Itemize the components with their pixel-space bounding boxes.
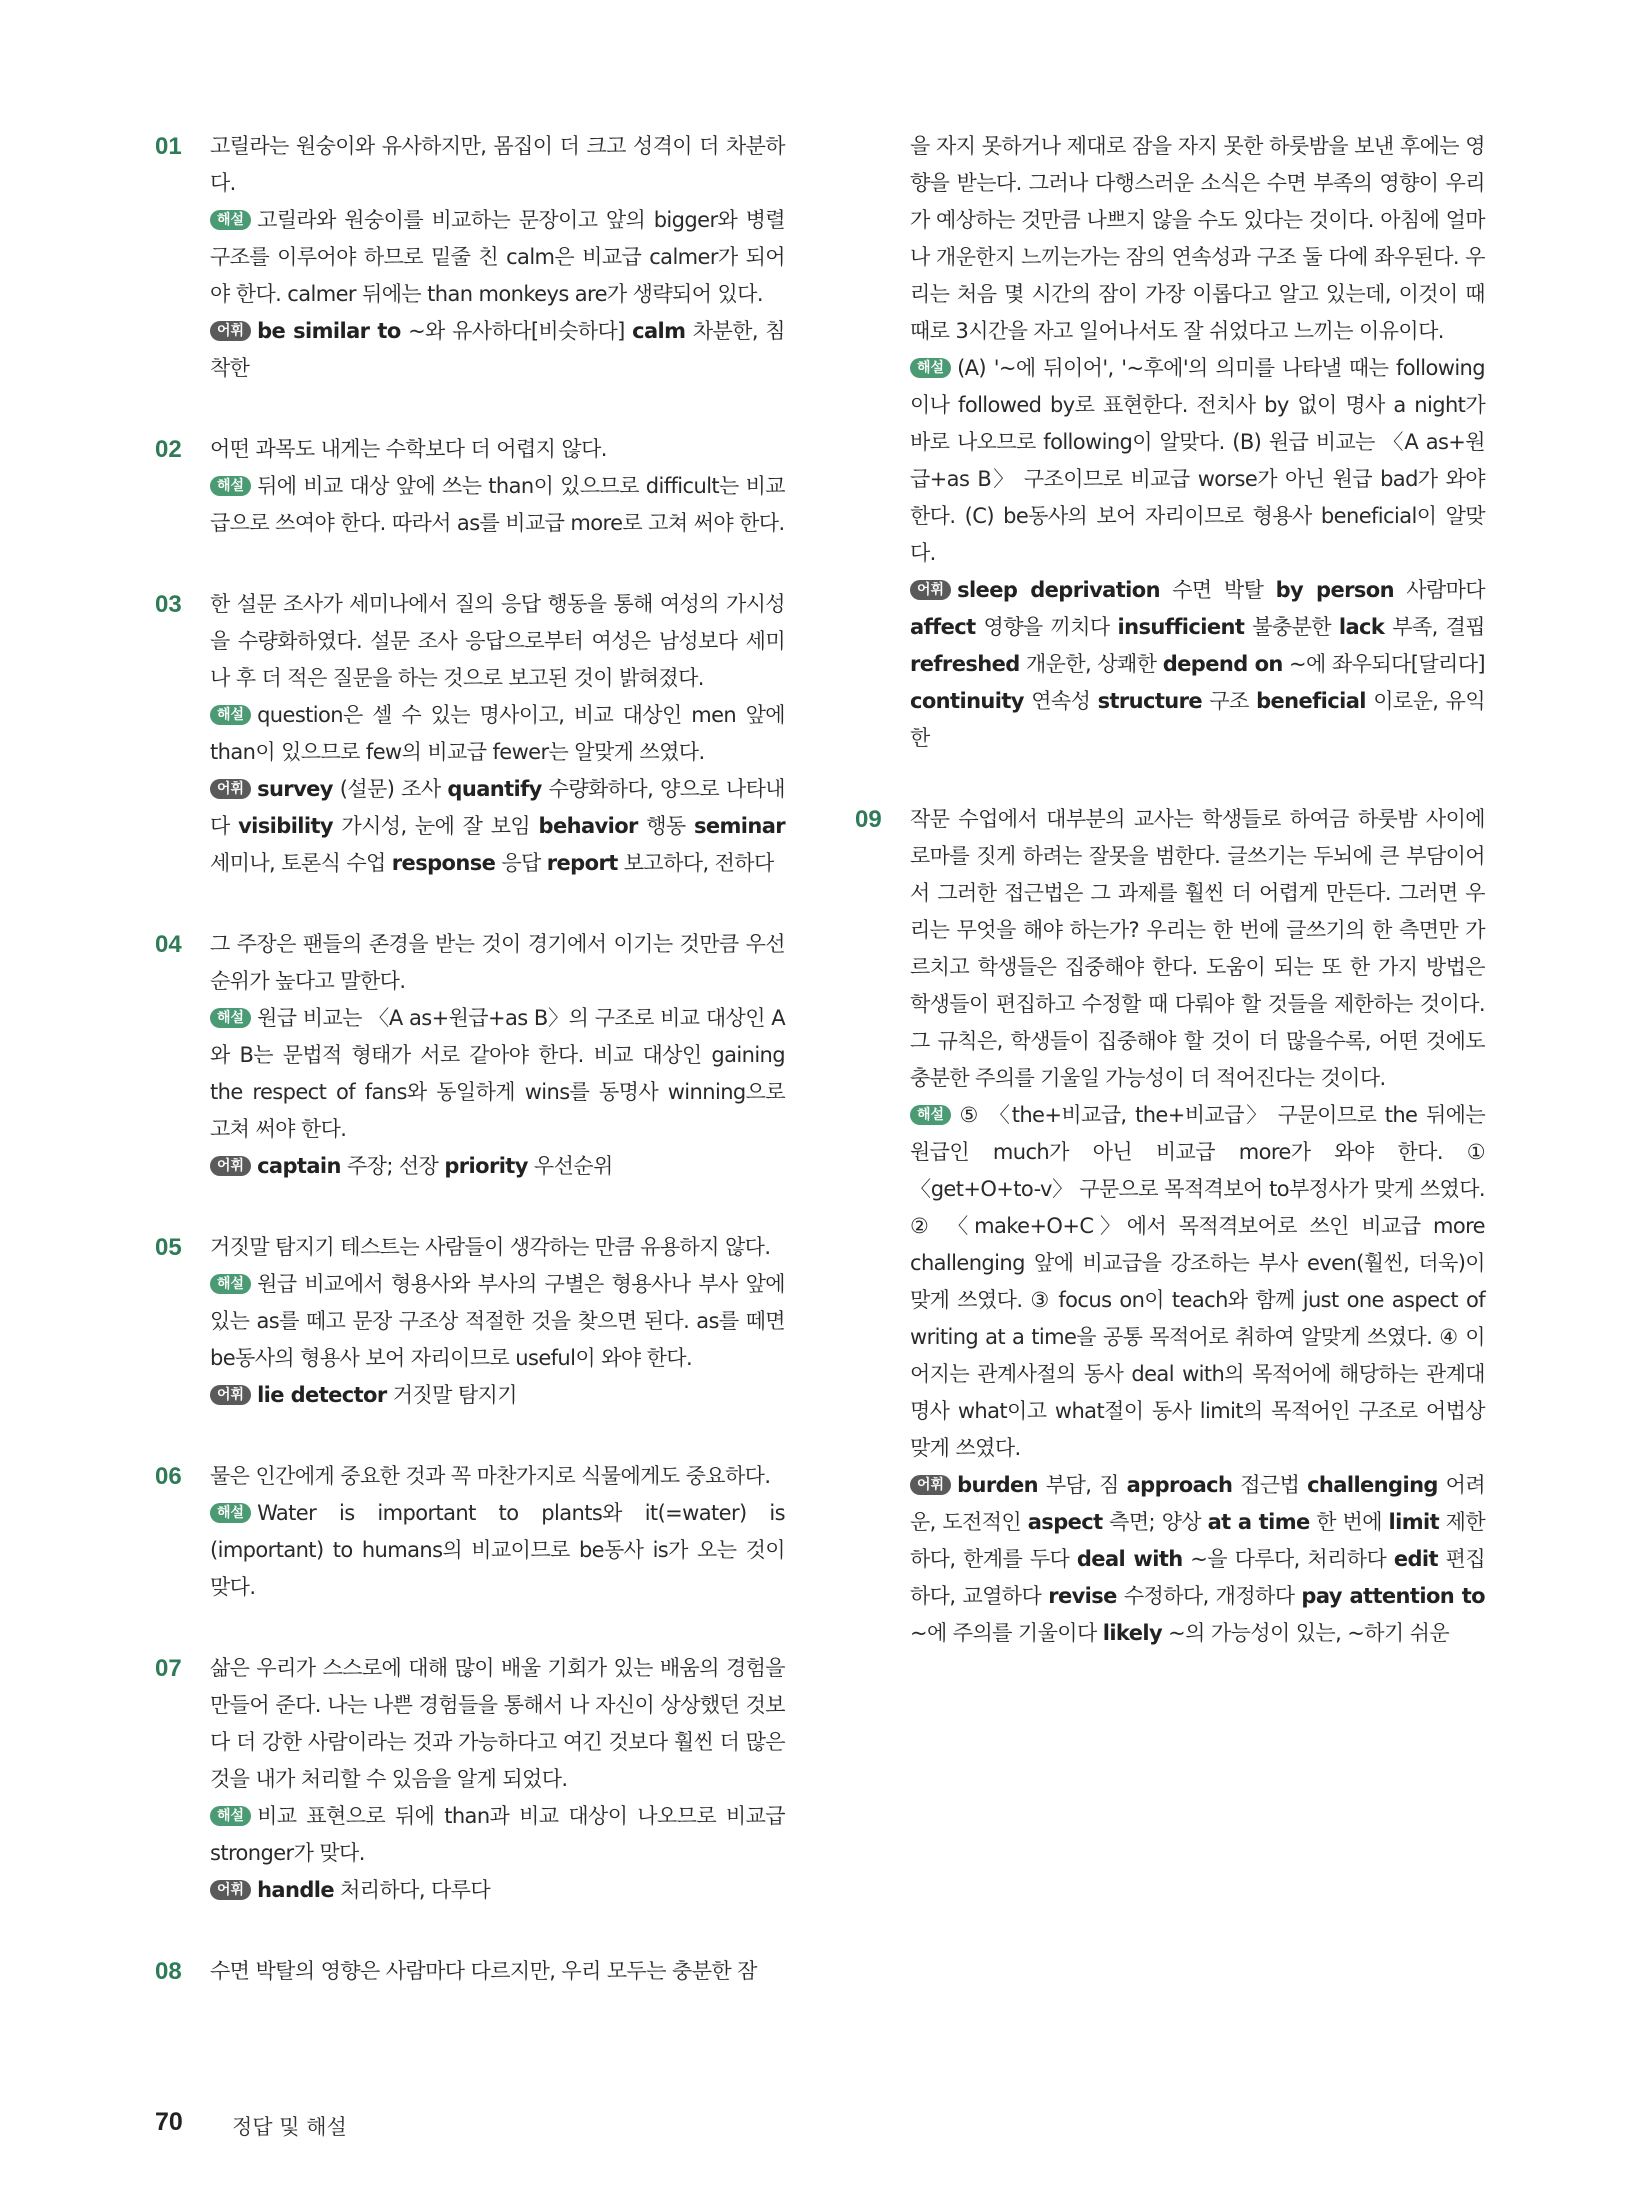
vocab-term: beneficial [1256, 689, 1366, 713]
vocab-meaning: 부족, 결핍 [1392, 615, 1485, 639]
vocab-term: behavior [538, 814, 638, 838]
vocab-term: at a time [1207, 1510, 1310, 1534]
vocabulary [210, 313, 785, 387]
explanation [210, 697, 785, 771]
vocab-meaning: 차분한, 침착한 [210, 319, 785, 380]
vocab-term: edit [1393, 1547, 1438, 1571]
question-number: 06 [155, 1463, 182, 1490]
vocab-meaning: 거짓말 탐지기 [392, 1383, 517, 1407]
vocabulary-badge: 어휘 [210, 1385, 251, 1405]
explanation [210, 1266, 785, 1377]
vocab-term: handle [257, 1878, 335, 1902]
vocab-term: visibility [238, 814, 334, 838]
vocab-meaning: 처리하다, 다루다 [340, 1878, 491, 1902]
question-item [155, 431, 785, 542]
question-number: 02 [155, 436, 182, 463]
vocab-meaning: 가시성, 눈에 잘 보임 [341, 814, 531, 838]
vocabulary [210, 1377, 785, 1414]
vocab-meaning: 어려운, 도전적인 [910, 1473, 1486, 1534]
vocab-term: by person [1275, 578, 1394, 602]
explanation [210, 1495, 785, 1606]
vocab-term: affect [910, 615, 976, 639]
translation-text: 한 설문 조사가 세미나에서 질의 응답 행동을 통해 여성의 가시성을 수량화하였다. 설문 조사 응답으로부터 여성은 남성보다 세미나 후 더 적은 질문을 하는 것으로 보고된 것이 밝혀졌다. [210, 592, 785, 690]
vocabulary-badge: 어휘 [210, 1156, 251, 1176]
explanation-text: (A) '~에 뒤이어', '~후에'의 의미를 나타낼 때는 following이나 followed by로 표현한다. 전치사 by 없이 명사 a night가 바로 나오므로 following이 알맞다. (B) 원급 비교는 〈A as+원급+as B〉 구조이므로 비교급 worse가 아닌 원급 bad가 와야 한다. (C) be동사의 보어 자리이므로 형용사 beneficial이 알맞다. [910, 356, 1485, 565]
vocabulary-badge: 어휘 [210, 1880, 251, 1900]
vocab-term: captain [257, 1154, 341, 1178]
vocabulary [210, 1148, 785, 1185]
vocab-term: report [546, 851, 618, 875]
vocabulary-badge: 어휘 [210, 779, 251, 799]
vocab-term: refreshed [910, 652, 1020, 676]
vocab-term: revise [1048, 1584, 1117, 1608]
explanation [910, 1097, 1485, 1467]
page-number: 70 [155, 2108, 183, 2136]
vocab-meaning: 응답 [501, 851, 541, 875]
explanation-badge: 해설 [210, 705, 251, 725]
question-number: 07 [155, 1655, 182, 1682]
question-item [155, 1953, 785, 1990]
explanation-text: 고릴라와 원숭이를 비교하는 문장이고 앞의 bigger와 병렬 구조를 이루어야 하므로 밑줄 친 calm은 비교급 calmer가 되어야 한다. calmer 뒤에는 than monkeys are가 생략되어 있다. [210, 208, 785, 306]
explanation-text: 비교 표현으로 뒤에 than과 비교 대상이 나오므로 비교급 stronger가 맞다. [210, 1804, 785, 1865]
translation-text: 고릴라는 원숭이와 유사하지만, 몸집이 더 크고 성격이 더 차분하다. [210, 134, 785, 195]
vocabulary [210, 1872, 785, 1909]
explanation-badge: 해설 [210, 1806, 251, 1826]
vocab-term: calm [632, 319, 686, 343]
vocab-meaning: 수면 박탈 [1172, 578, 1264, 602]
explanation-text: 뒤에 비교 대상 앞에 쓰는 than이 있으므로 difficult는 비교급으로 쓰여야 한다. 따라서 as를 비교급 more로 고쳐 써야 한다. [210, 474, 785, 535]
explanation [210, 468, 785, 542]
vocab-meaning: ~을 다루다, 처리하다 [1190, 1547, 1387, 1571]
question-item [155, 1650, 785, 1909]
vocab-term: structure [1097, 689, 1203, 713]
vocab-meaning: 부담, 짐 [1045, 1473, 1119, 1497]
vocab-meaning: 우선순위 [533, 1154, 613, 1178]
vocab-term: lack [1338, 615, 1385, 639]
vocab-meaning: 구조 [1209, 689, 1249, 713]
explanation [210, 202, 785, 313]
explanation [210, 1000, 785, 1148]
vocab-meaning: 개운한, 상쾌한 [1025, 652, 1157, 676]
vocab-meaning: ~의 가능성이 있는, ~하기 쉬운 [1168, 1621, 1450, 1645]
vocab-term: burden [957, 1473, 1039, 1497]
translation-text: 그 주장은 팬들의 존경을 받는 것이 경기에서 이기는 것만큼 우선순위가 높다고 말한다. [210, 932, 785, 993]
question-item [855, 128, 1485, 757]
vocab-meaning: 편집하다, 교열하다 [910, 1547, 1486, 1608]
vocab-meaning: 불충분한 [1252, 615, 1331, 639]
question-number: 01 [155, 133, 182, 160]
vocab-meaning: 행동 [646, 814, 686, 838]
question-item [155, 586, 785, 882]
right-column [855, 128, 1485, 1696]
vocab-meaning: 한 번에 [1316, 1510, 1382, 1534]
explanation-badge: 해설 [210, 1274, 251, 1294]
vocab-term: likely [1102, 1621, 1163, 1645]
vocabulary-badge: 어휘 [910, 1475, 951, 1495]
vocab-term: lie detector [257, 1383, 387, 1407]
question-item [855, 801, 1485, 1652]
vocabulary [210, 771, 785, 882]
explanation-text: 원급 비교에서 형용사와 부사의 구별은 형용사나 부사 앞에 있는 as를 떼고 문장 구조상 적절한 것을 찾으면 된다. as를 떼면 be동사의 형용사 보어 자리이므로 useful이 와야 한다. [210, 1272, 785, 1370]
question-number: 08 [155, 1958, 182, 1985]
explanation-badge: 해설 [210, 1503, 251, 1523]
vocab-meaning: ~에 주의를 기울이다 [910, 1621, 1097, 1645]
explanation [210, 1798, 785, 1872]
explanation-text: ⑤ 〈the+비교급, the+비교급〉 구문이므로 the 뒤에는 원급인 much가 아닌 비교급 more가 와야 한다. ① 〈get+O+to-v〉 구문으로 목적격보어 to부정사가 맞게 쓰였다. ② 〈make+O+C〉에서 목적격보어로 쓰인 비교급 more challenging 앞에 비교급을 강조하는 부사 even(훨씬, 더욱)이 맞게 쓰였다. ③ focus on이 teach와 함께 just one aspect of writing at a time을 공통 목적어로 취하여 알맞게 쓰였다. ④ 이어지는 관계사절의 동사 deal with의 목적어에 해당하는 관계대명사 what이고 what절이 동사 limit의 목적어인 구조로 어법상 맞게 쓰였다. [910, 1103, 1485, 1460]
explanation-badge: 해설 [210, 476, 251, 496]
vocab-term: survey [257, 777, 333, 801]
vocab-meaning: 수량화하다, 양으로 나타내다 [210, 777, 785, 838]
vocab-meaning: 접근법 [1240, 1473, 1300, 1497]
vocab-meaning: (설문) 조사 [339, 777, 441, 801]
explanation-badge: 해설 [910, 1105, 951, 1125]
translation-text: 거짓말 탐지기 테스트는 사람들이 생각하는 만큼 유용하지 않다. [210, 1235, 771, 1259]
vocab-term: be similar to [257, 319, 401, 343]
translation-text: 물은 인간에게 중요한 것과 꼭 마찬가지로 식물에게도 중요하다. [210, 1464, 771, 1488]
question-number: 09 [855, 806, 882, 833]
vocab-meaning: 수정하다, 개정하다 [1123, 1584, 1295, 1608]
vocab-meaning: 세미나, 토론식 수업 [210, 851, 386, 875]
explanation-badge: 해설 [210, 1008, 251, 1028]
vocab-term: pay attention to [1301, 1584, 1486, 1608]
explanation-badge: 해설 [210, 210, 251, 230]
vocab-meaning: 연속성 [1031, 689, 1091, 713]
vocab-term: sleep deprivation [957, 578, 1160, 602]
vocab-term: challenging [1307, 1473, 1438, 1497]
vocab-term: deal with [1076, 1547, 1183, 1571]
translation-text: 삶은 우리가 스스로에 대해 많이 배울 기회가 있는 배움의 경험을 만들어 준다. 나는 나쁜 경험들을 통해서 나 자신이 상상했던 것보다 더 강한 사람이라는 것과 가능하다고 여긴 것보다 훨씬 더 많은 것을 내가 처리할 수 있음을 알게 되었다. [210, 1656, 785, 1791]
explanation-text: 원급 비교는 〈A as+원급+as B〉의 구조로 비교 대상인 A와 B는 문법적 형태가 서로 같아야 한다. 비교 대상인 gaining the respect of fans와 동일하게 wins를 동명사 winning으로 고쳐 써야 한다. [210, 1006, 785, 1141]
question-item [155, 1458, 785, 1606]
vocab-term: quantify [447, 777, 542, 801]
vocab-term: aspect [1027, 1510, 1103, 1534]
translation-text: 어떤 과목도 내게는 수학보다 더 어렵지 않다. [210, 437, 607, 461]
translation-text: 수면 박탈의 영향은 사람마다 다르지만, 우리 모두는 충분한 잠 [210, 1959, 757, 1983]
page-label: 정답 및 해설 [232, 2115, 347, 2139]
question-number: 05 [155, 1234, 182, 1261]
translation-text: 을 자지 못하거나 제대로 잠을 자지 못한 하룻밤을 보낸 후에는 영향을 받는다. 그러나 다행스러운 소식은 수면 부족의 영향이 우리가 예상하는 것만큼 나쁘지 않을 수도 있다는 것이다. 아침에 얼마나 개운한지 느끼는가는 잠의 연속성과 구조 둘 다에 좌우된다. 우리는 처음 몇 시간의 잠이 가장 이롭다고 알고 있는데, 이것이 때때로 3시간을 자고 일어나서도 잘 쉬었다고 느끼는 이유이다. [910, 134, 1485, 343]
vocab-term: insufficient [1117, 615, 1245, 639]
vocab-meaning: 영향을 끼치다 [983, 615, 1110, 639]
vocabulary [910, 1467, 1485, 1652]
vocab-meaning: 보고하다, 전하다 [623, 851, 774, 875]
vocab-meaning: 사람마다 [1406, 578, 1485, 602]
vocab-meaning: ~와 유사하다[비슷하다] [408, 319, 625, 343]
vocabulary [910, 572, 1485, 757]
translation-text: 작문 수업에서 대부분의 교사는 학생들로 하여금 하룻밤 사이에 로마를 짓게 하려는 잘못을 범한다. 글쓰기는 두뇌에 큰 부담이어서 그러한 접근법은 그 과제를 훨씬 더 어렵게 만든다. 그러면 우리는 무엇을 해야 하는가? 우리는 한 번에 글쓰기의 한 측면만 가르치고 학생들은 집중해야 한다. 도움이 되는 또 한 가지 방법은 학생들이 편집하고 수정할 때 다뤄야 할 것들을 제한하는 것이다. 그 규칙은, 학생들이 집중해야 할 것이 더 많을수록, 어떤 것에도 충분한 주의를 기울일 가능성이 더 적어진다는 것이다. [910, 807, 1485, 1090]
question-number: 03 [155, 591, 182, 618]
vocab-term: priority [444, 1154, 528, 1178]
question-item [155, 128, 785, 387]
explanation-badge: 해설 [910, 358, 951, 378]
question-item [155, 1229, 785, 1414]
vocab-term: response [391, 851, 496, 875]
vocab-term: limit [1388, 1510, 1440, 1534]
explanation-text: Water is important to plants와 it(=water) is (important) to humans의 비교이므로 be동사 is가 오는 것이 맞다. [210, 1501, 785, 1599]
left-column [155, 128, 785, 2034]
vocab-term: approach [1126, 1473, 1233, 1497]
vocabulary-badge: 어휘 [910, 580, 951, 600]
vocabulary-badge: 어휘 [210, 321, 251, 341]
vocab-term: continuity [910, 689, 1024, 713]
explanation [910, 350, 1485, 572]
vocab-meaning: ~에 좌우되다[달리다] [1289, 652, 1485, 676]
explanation-text: question은 셀 수 있는 명사이고, 비교 대상인 men 앞에 than이 있으므로 few의 비교급 fewer는 알맞게 쓰였다. [210, 703, 785, 764]
vocab-term: seminar [693, 814, 786, 838]
vocab-meaning: 이로운, 유익한 [910, 689, 1486, 750]
question-item [155, 926, 785, 1185]
vocab-meaning: 측면; 양상 [1109, 1510, 1201, 1534]
question-number: 04 [155, 931, 182, 958]
vocab-meaning: 주장; 선장 [346, 1154, 439, 1178]
vocab-meaning: 제한하다, 한계를 두다 [910, 1510, 1486, 1571]
vocab-term: depend on [1162, 652, 1283, 676]
